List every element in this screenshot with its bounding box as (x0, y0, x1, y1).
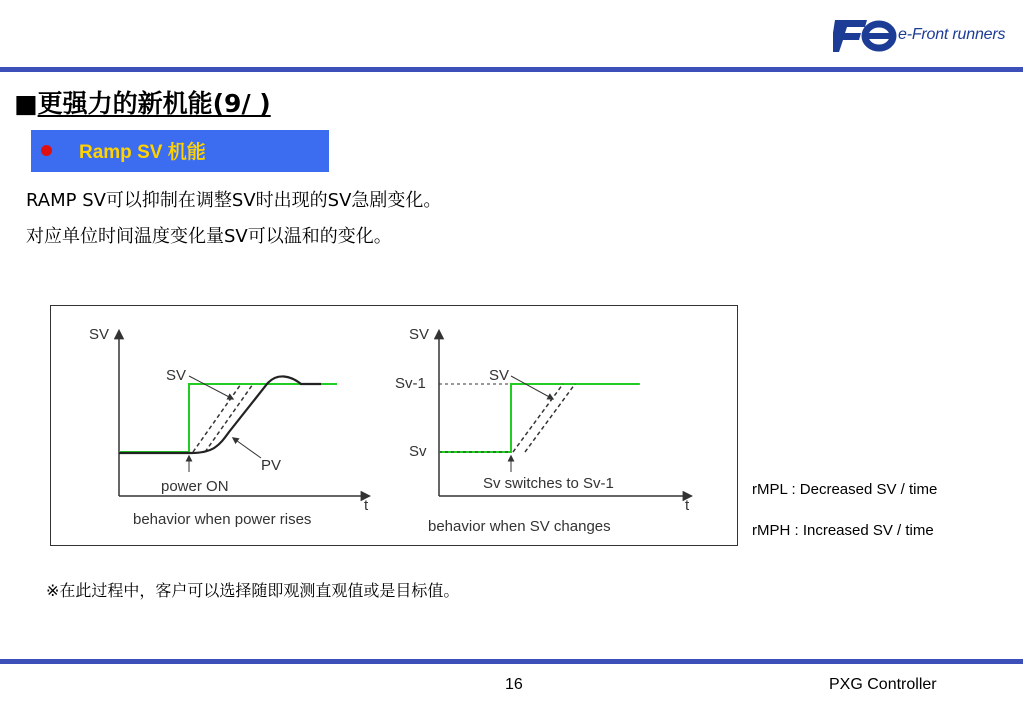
left-caption: behavior when power rises (133, 511, 312, 528)
bullet-dot-icon (41, 145, 52, 156)
left-sv-step-line (119, 384, 337, 452)
left-pv-curve (119, 376, 321, 453)
rmpl-parameter: rMPL : Decreased SV / time (752, 481, 938, 498)
description-line-2: 对应单位时间温度变化量SV可以温和的变化。 (26, 226, 392, 247)
page-number: 16 (505, 676, 523, 693)
left-y-axis-label: SV (89, 326, 110, 343)
right-event-label: Sv switches to Sv-1 (483, 475, 614, 492)
right-ramp-line-1 (513, 384, 563, 452)
header-divider (0, 67, 1023, 72)
right-ramp-line-2 (525, 384, 575, 452)
left-ramp-line-2 (205, 384, 253, 452)
left-pv-label: PV (261, 457, 282, 474)
right-sv-pointer (511, 376, 553, 399)
right-sv-label: SV (489, 367, 510, 384)
left-sv-pointer (189, 376, 233, 399)
footer-product-name: PXG Controller (829, 676, 937, 693)
right-x-axis-label: t (685, 497, 690, 514)
right-level-low-label: Sv (409, 443, 427, 460)
left-ramp-line-1 (193, 384, 241, 452)
right-sv-step-line (439, 384, 639, 452)
right-level-high-label: Sv-1 (395, 375, 426, 392)
power-rise-graph (89, 326, 369, 528)
right-caption: behavior when SV changes (428, 518, 611, 535)
feature-banner-label: Ramp SV 机能 (79, 142, 206, 163)
logo-tagline: e-Front runners (898, 26, 1006, 43)
left-sv-label: SV (166, 367, 187, 384)
left-pv-pointer (233, 438, 261, 458)
fe-logo-mark-icon (833, 14, 899, 56)
title-text: 更强力的新机能(9/ ) (37, 89, 271, 118)
ramp-sv-diagram (51, 306, 739, 547)
left-x-axis-label: t (364, 497, 369, 514)
title-marker: ■ (14, 89, 38, 118)
footnote: ※在此过程中，客户可以选择随即观测直观值或是目标值。 (46, 581, 460, 600)
slide-title (14, 84, 271, 120)
left-event-label: power ON (161, 478, 229, 495)
rmph-parameter: rMPH : Increased SV / time (752, 522, 934, 539)
right-y-axis-label: SV (409, 326, 430, 343)
feature-banner (31, 130, 329, 172)
footer-divider (0, 659, 1023, 664)
description-line-1: RAMP SV可以抑制在调整SV时出现的SV急剧变化。 (26, 190, 442, 211)
sv-change-graph (395, 326, 691, 535)
ramp-sv-figure (50, 305, 738, 546)
